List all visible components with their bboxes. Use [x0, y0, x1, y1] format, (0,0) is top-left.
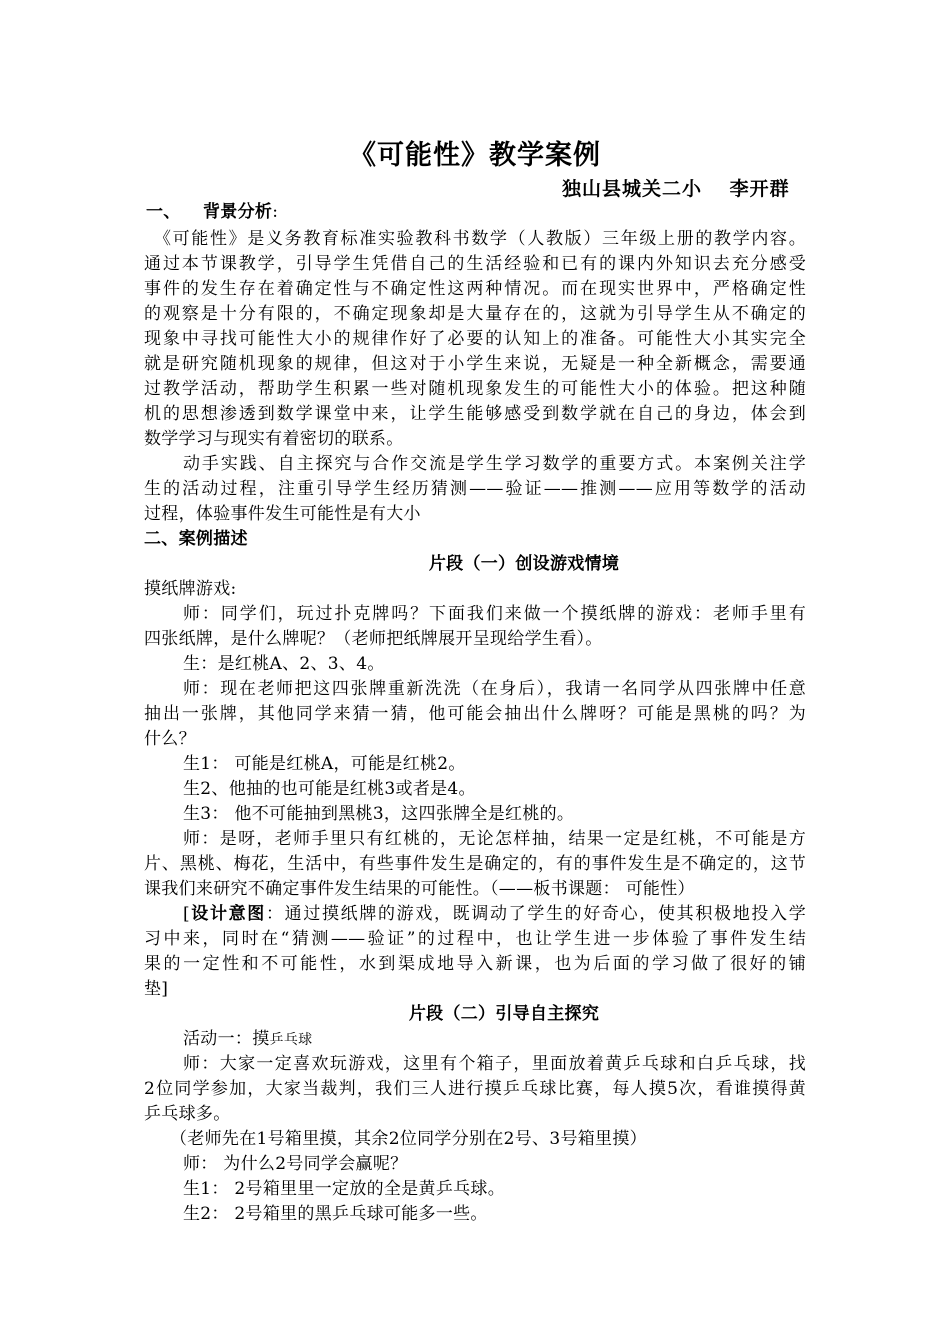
bg-p1-line6: 就是研究随机现象的规律，但这对于小学生来说，无疑是一种全新概念，需要通	[144, 354, 806, 374]
f1-student3: 生2、他抽的也可能是红桃3或者是4。	[183, 779, 476, 799]
design-intent-label: 设计意图	[189, 904, 266, 924]
bg-p1-line9: 数学学习与现实有着密切的联系。	[144, 429, 404, 449]
bg-p1-line2: 通过本节课教学，引导学生凭借自己的生活经验和已有的课内外知识去充分感受	[144, 254, 806, 274]
f2-activity-1	[183, 1027, 312, 1052]
f2-student2: 生2： 2号箱里的黑乒乓球可能多一些。	[183, 1204, 488, 1224]
f1-design-line3: 果的一定性和不可能性，水到渠成地导入新课，也为后面的学习做了很好的铺	[144, 954, 806, 974]
f2-activity-object: 乒乓球	[269, 1032, 313, 1048]
f2-note: （老师先在1号箱里摸，其余2位同学分别在2号、3号箱里摸）	[170, 1129, 647, 1149]
bg-p2-line3: 过程，体验事件发生可能性是有大小	[144, 504, 421, 524]
author-line: 独山县城关二小 李开群	[562, 178, 790, 200]
f1-design-line1: [设计意图：通过摸纸牌的游戏，既调动了学生的好奇心，使其积极地投入学	[183, 904, 806, 924]
bg-p2-line1: 动手实践、自主探究与合作交流是学生学习数学的重要方式。本案例关注学	[183, 454, 806, 474]
f1-student4: 生3： 他不可能抽到黑桃3，这四张牌全是红桃的。	[183, 804, 575, 824]
bg-p1-line3: 事件的发生存在着确定性与不确定性这两种情况。而在现实世界中，严格确定性	[144, 279, 806, 299]
fragment-2-heading: 片段（二）引导自主探究	[408, 1004, 600, 1024]
f2-teacher1-line3: 乒乓球多。	[144, 1104, 231, 1124]
document-title: 《可能性》教学案例	[349, 140, 601, 171]
f1-teacher3-line3: 课我们来研究不确定事件发生结果的可能性。（——板书课题： 可能性）	[144, 879, 695, 899]
f2-student1: 生1： 2号箱里里一定放的全是黄乒乓球。	[183, 1179, 506, 1199]
section-1-number: 一、	[146, 202, 181, 222]
section-1-heading	[203, 200, 278, 224]
f1-design-line2: 习中来，同时在“猜测——验证”的过程中，也让学生进一步体验了事件发生结	[144, 929, 806, 949]
bg-p1-line1: 《可能性》是义务教育标准实验教科书数学（人教版）三年级上册的教学内容。	[154, 229, 806, 249]
fragment-1-intro: 摸纸牌游戏:	[144, 579, 237, 599]
f1-design-line4: 垫]	[144, 979, 169, 999]
f1-student2: 生1： 可能是红桃A，可能是红桃2。	[183, 754, 466, 774]
f2-teacher1-line2: 2位同学参加，大家当裁判，我们三人进行摸乒乓球比赛，每人摸5次，看谁摸得黄	[144, 1079, 806, 1099]
f1-teacher3-line2: 片、黑桃、梅花，生活中，有些事件发生是确定的，有的事件发生是不确定的，这节	[144, 854, 806, 874]
f1-teacher1-line2: 四张纸牌，是什么牌呢？（老师把纸牌展开呈现给学生看）。	[144, 629, 603, 649]
bg-p1-line7: 过教学活动，帮助学生积累一些对随机现象发生的可能性大小的体验。把这种随	[144, 379, 806, 399]
f2-activity-verb: 摸	[252, 1029, 270, 1049]
section-2-heading: 二、案例描述	[144, 529, 248, 549]
f1-teacher2-line3: 什么？	[144, 729, 196, 749]
f1-teacher2-line1: 师：现在老师把这四张牌重新洗洗（在身后），我请一名同学从四张牌中任意	[183, 679, 806, 699]
f2-teacher2: 师： 为什么2号同学会赢呢？	[183, 1154, 408, 1174]
bg-p1-line5: 现象中寻找可能性大小的规律作好了必要的认知上的准备。可能性大小其实完全	[144, 329, 806, 349]
bg-p1-line8: 机的思想渗透到数学课堂中来，让学生能够感受到数学就在自己的身边，体会到	[144, 404, 806, 424]
f2-teacher1-line1: 师：大家一定喜欢玩游戏，这里有个箱子，里面放着黄乒乓球和白乒乓球，找	[183, 1054, 806, 1074]
f1-teacher3-line1: 师：是呀，老师手里只有红桃的，无论怎样抽，结果一定是红桃，不可能是方	[183, 829, 806, 849]
bg-p1-line4: 的观察是十分有限的，不确定现象却是大量存在的，这就为引导学生从不确定的	[144, 304, 806, 324]
f2-activity-label: 活动一：	[183, 1029, 253, 1049]
section-1-heading-colon: :	[272, 202, 279, 222]
f1-teacher2-line2: 抽出一张牌，其他同学来猜一猜，他可能会抽出什么牌呀？可能是黑桃的吗？为	[144, 704, 806, 724]
fragment-1-heading: 片段（一）创设游戏情境	[428, 554, 620, 574]
f1-student1: 生：是红桃A、2、3、4。	[183, 654, 385, 674]
section-1-heading-text: 背景分析	[203, 202, 273, 222]
f1-teacher1-line1: 师：同学们，玩过扑克牌吗？下面我们来做一个摸纸牌的游戏：老师手里有	[183, 604, 806, 624]
bg-p2-line2: 生的活动过程，注重引导学生经历猜测——验证——推测——应用等数学的活动	[144, 479, 806, 499]
